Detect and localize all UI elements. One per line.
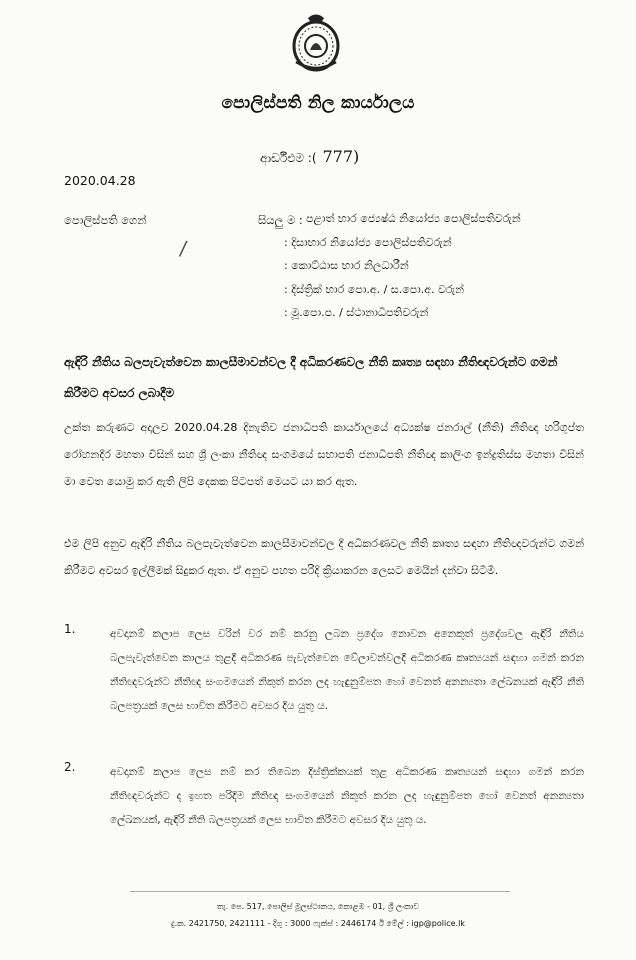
letter-date: 2020.04.28 [64, 173, 136, 188]
reference-label: ආර්ඩිඑම :( [260, 151, 317, 165]
sri-lanka-police-emblem-icon [290, 12, 342, 72]
footer-address: තැ. පෙ. 517, පොලිස් මූලස්ථානය, කොළඹ - 01, ශ්‍රී ලංකාව [216, 902, 420, 911]
recipient-item: : දිස්ත්‍රික් භාර පො.අ. / ස.පො.අ. වරුන් [284, 282, 465, 296]
footer-divider [130, 891, 510, 892]
office-title: පොලිස්පති නිල කාර්යාලය [221, 93, 415, 113]
item-text: අවදානම් කලාප ලෙස වරින් වර නම් කරනු ලබන ප්‍රදේශ නොවන අනෙකුත් ප්‍රදේශවල ඇඳිරි නීතිය බලපැවැත්වෙන කාලය තුළදී අධිකරණ පැවැත්වෙන වේලාවන්වලදී අධිකරණ කෘත්‍යයන් සඳහා ගමන් කරන නීතිඥවරුන්ට නීතිඥ සංගමයෙන් නිකුත් කරන ලද හැඳුනුම්පත හෝ වෙනත් අනන්‍යතා ලේඛනයක් ඇඳිරි නීති බලපත්‍රයක් ලෙස භාවිත කිරීමට අවසර දිය යුතු ය. [110, 628, 584, 712]
item-number: 1. [64, 622, 76, 636]
handwritten-mark: / [178, 235, 189, 261]
item-number: 2. [64, 760, 76, 774]
recipient-item: : දිසාභාර නියෝජ්‍ය පොලිස්පතිවරුන් [284, 235, 452, 249]
item-text: අවදානම් කලාප ලෙස නම් කර තිබෙන දිස්ත්‍රික්කයක් තුළ අධිකරණ කෘත්‍යයන් සඳහා ගමන් කරන නීතිඥවරුන්ට ද ඉහත පරිදිම නීතිඥ සංගමයෙන් නිකුත් කරන ලද හැඳුනුම්පත හෝ වෙනත් අනන්‍යතා ලේඛනයක්, ඇඳිරි නීති බලපත්‍රයක් ලෙස භාවිත කිරීමට අවසර දිය යුතු ය. [110, 766, 584, 826]
recipient-item: පළාත් භාර ජ්‍යෙෂ්ඨ නියෝජ්‍ය පොලිස්පතිවරුන් [306, 212, 521, 225]
recipient-item: : මූ.පො.ප. / ස්ථානාධිපතිවරුන් [284, 306, 429, 319]
body-paragraph: උක්ත කරුණට අදාලව 2020.04.28 දිනැතිව ජනාධිපති කාර්යාලයේ අධ්‍යක්ෂ ජනරාල් (නීති) නීතිඥ හරිගුප්ත රෝහනදීර මහතා විසින් සහ ශ්‍රී ලංකා නීතිඥ සංගමයේ සභාපති ජනාධිපති නීතිඥ කාලිංග ඉන්ද්‍රතිස්ස මහතා විසින් මා වෙත යොමු කර ඇති ලිපි දෙකක පිටපත් මෙයට යා කර ඇත. [64, 421, 584, 488]
reference-number [260, 147, 359, 166]
recipient-item: : කොට්ඨාස භාර නිලධාරීන් [284, 259, 409, 272]
recipient-list [284, 212, 521, 330]
reference-value: 777) [322, 147, 360, 166]
sender: පොලිස්පති ගෙන් [64, 213, 147, 227]
recipients-label: සියලු ම : [258, 213, 303, 227]
letter-footer [0, 898, 636, 932]
body-paragraph: එම ලිපි අනුව ඇඳිරි නීතිය බලපැවැත්වෙන කාලසීමාවන්වල දී අධිකරණවල නීති කෘත්‍ය සඳහා නීතිඥවරුන්ට ගමන් කිරීමට අවසර ඉල්ලීමක් සිදුකර ඇත. ඒ අනුව පහත පරිදි ක්‍රියාකරන ලෙසට මෙයින් දන්වා සිටිමි. [64, 537, 584, 577]
letter-subject: ඇඳිරි නීතිය බලපැවැත්වෙන කාලසීමාවන්වල දී අධිකරණවල නීති කෘත්‍ය සඳහා නීතිඥවරුන්ට ගමන් කිරීමට අවසර ලබාදීම [64, 355, 558, 400]
footer-contact: දු.ක. 2421750, 2421111 - දිගු : 3000 ෆැක්ස් : 2446174 ඊ මේල් : igp@police.lk [171, 919, 465, 928]
